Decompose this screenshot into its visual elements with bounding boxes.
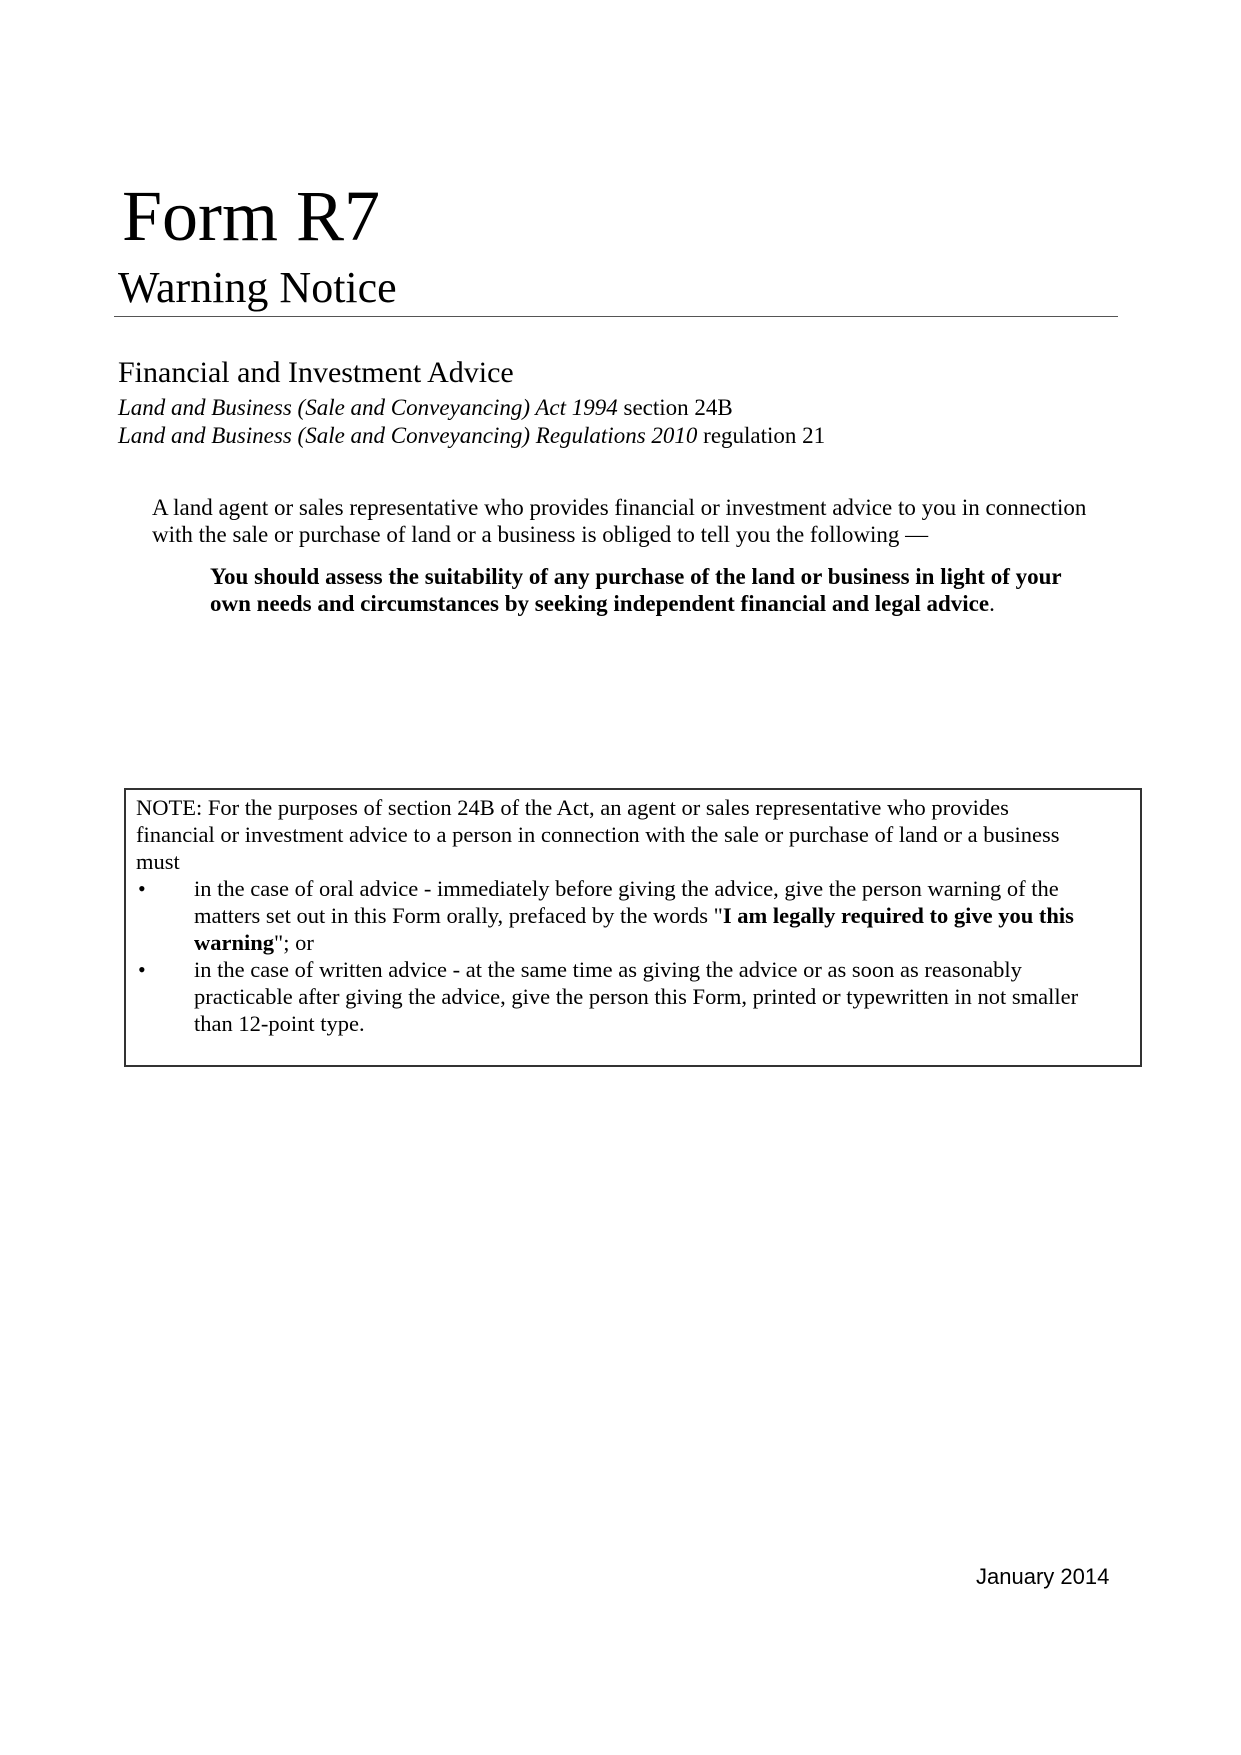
- regulation-citation-name: Land and Business (Sale and Conveyancing) Regulations 2010: [118, 423, 698, 448]
- bullet-line: in the case of oral advice - immediately before giving the advice, give the person warning of the: [194, 876, 1059, 901]
- form-title: Form R7: [122, 176, 381, 256]
- intro-line: A land agent or sales representative who provides financial or investment advice to you in connection: [152, 495, 1087, 520]
- act-citation-name: Land and Business (Sale and Conveyancing) Act 1994: [118, 395, 618, 420]
- bullet-line: than 12-point type.: [194, 1011, 365, 1036]
- header-divider: [114, 316, 1118, 317]
- bullet-text: [194, 956, 1194, 1037]
- warning-line: You should assess the suitability of any purchase of the land or business in light of your: [210, 564, 1062, 589]
- note-line: financial or investment advice to a person in connection with the sale or purchase of land or a business: [136, 822, 1060, 847]
- note-line: NOTE: For the purposes of section 24B of the Act, an agent or sales representative who provides: [136, 795, 1009, 820]
- note-text: [136, 794, 1136, 875]
- warning-statement: [210, 563, 1140, 617]
- regulation-citation-section: regulation 21: [697, 423, 826, 448]
- footer-date: January 2014: [976, 1564, 1110, 1589]
- regulation-citation: [118, 423, 825, 449]
- bullet-bold-quote: warning: [194, 930, 275, 955]
- warning-period: .: [989, 591, 995, 616]
- act-citation: [118, 395, 733, 421]
- section-heading: Financial and Investment Advice: [118, 356, 514, 389]
- note-box: [124, 788, 1142, 1067]
- form-subtitle: Warning Notice: [118, 263, 397, 312]
- bullet-text: [194, 875, 1194, 956]
- bullet-icon: •: [138, 957, 146, 982]
- act-citation-section: section 24B: [617, 395, 733, 420]
- bullet-line: "; or: [274, 930, 314, 955]
- intro-paragraph: [152, 494, 1142, 548]
- bullet-bold-quote: I am legally required to give you this: [722, 903, 1074, 928]
- bullet-line: matters set out in this Form orally, prefaced by the words ": [194, 903, 723, 928]
- note-line: must: [136, 849, 180, 874]
- bullet-line: practicable after giving the advice, give the person this Form, printed or typewritten in not smaller: [194, 984, 1079, 1009]
- bullet-icon: •: [138, 876, 146, 901]
- intro-line: with the sale or purchase of land or a business is obliged to tell you the following —: [152, 522, 929, 547]
- bullet-line: in the case of written advice - at the same time as giving the advice or as soon as reasonably: [194, 957, 1022, 982]
- warning-line: own needs and circumstances by seeking independent financial and legal advice: [210, 591, 990, 616]
